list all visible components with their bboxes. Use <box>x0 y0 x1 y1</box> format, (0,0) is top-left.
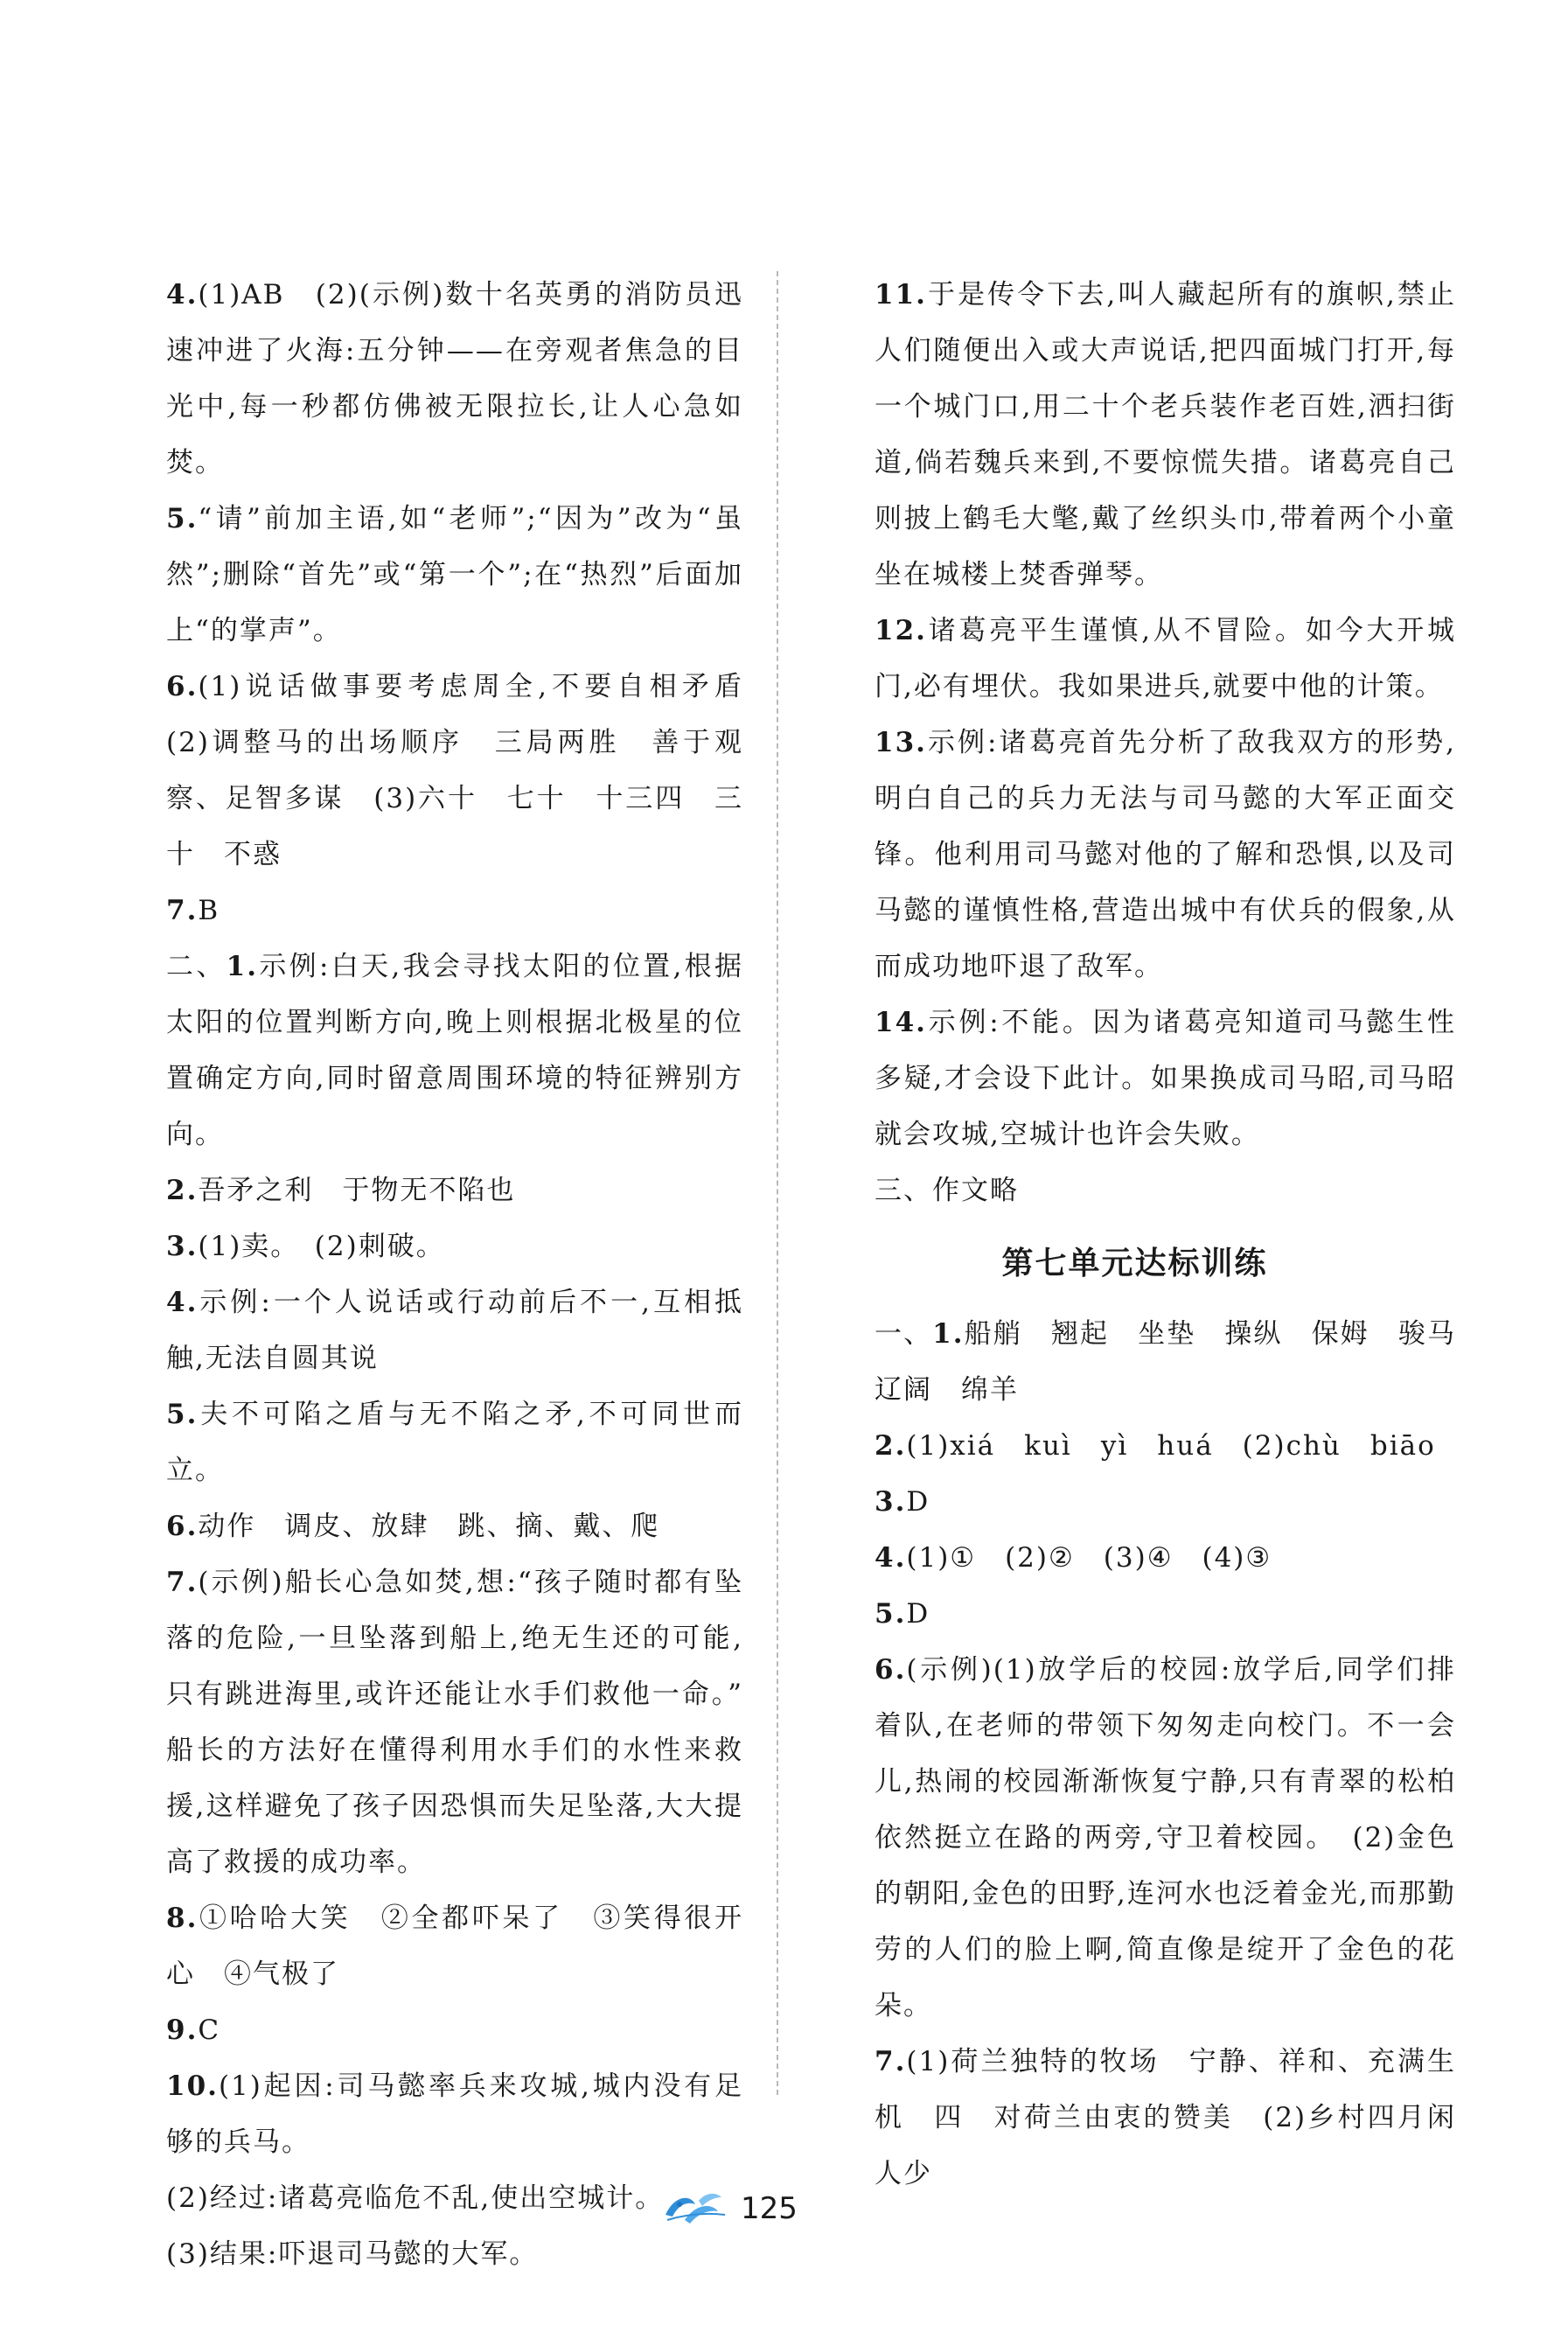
leaf-ornament-icon <box>660 2189 730 2229</box>
answer-7: 7.B <box>166 895 220 926</box>
page-number: 125 <box>741 2191 798 2226</box>
unit7-answer-3: 3.D <box>875 1486 930 1518</box>
unit7-answer-7: 7.(1)荷兰独特的牧场 宁静、祥和、充满生机 四 对荷兰由衷的赞美 (2)乡村四月闲人少 <box>875 2046 1456 2189</box>
unit7-answer-1: 一、1.船艄 翘起 坐垫 操纵 保姆 骏马 辽阔 绵羊 <box>875 1318 1485 1406</box>
section-2-answer-6: 6.动作 调皮、放肆 跳、摘、戴、爬 <box>166 1511 660 1542</box>
section-2-answer-13: 13.示例:诸葛亮首先分析了敌我双方的形势,明白自己的兵力无法与司马懿的大军正面交锋。他利用司马懿对他的了解和恐惧,以及司马懿的谨慎性格,营造出城中有伏兵的假象,从而成功地吓退了敌军。 <box>875 727 1456 982</box>
column-divider <box>777 271 778 2095</box>
section-2-answer-12: 12.诸葛亮平生谨慎,从不冒险。如今大开城门,必有埋伏。我如果进兵,就要中他的计策。 <box>875 615 1456 702</box>
section-2-answer-7: 7.(示例)船长心急如焚,想:“孩子随时都有坠落的危险,一旦坠落到船上,绝无生还的可能,只有跳进海里,或许还能让水手们救他一命。” 船长的方法好在懂得利用水手们的水性来救援,这样避免了孩子因恐惧而失足坠落,大大提高了救援的成功率。 <box>166 1567 772 1878</box>
section-2-answer-2: 2.吾矛之利 于物无不陷也 <box>166 1175 516 1206</box>
section-3-answer: 三、作文略 <box>875 1175 1019 1206</box>
unit7-answer-4: 4.(1)① (2)② (3)④ (4)③ <box>875 1542 1272 1574</box>
section-2-answer-14: 14.示例:不能。因为诸葛亮知道司马懿生性多疑,才会设下此计。如果换成司马昭,司马昭就会攻城,空城计也许会失败。 <box>875 1007 1456 1150</box>
answer-10-part-3: (3)结果:吓退司马懿的大军。 <box>166 2238 539 2270</box>
section-2-answer-11: 11.于是传令下去,叫人藏起所有的旗帜,禁止人们随便出入或大声说话,把四面城门打开,每一个城门口,用二十个老兵装作老百姓,洒扫街道,倘若魏兵来到,不要惊慌失措。诸葛亮自己则披上鹤毛大氅,戴了丝织头巾,带着两个小童坐在城楼上焚香弹琴。 <box>875 279 1456 590</box>
section-2-answer-5: 5.夫不可陷之盾与无不陷之矛,不可同世而立。 <box>166 1399 743 1486</box>
answer-10-part-2: (2)经过:诸葛亮临危不乱,使出空城计。 <box>166 2182 665 2214</box>
answer-6: 6.(1)说话做事要考虑周全,不要自相矛盾 (2)调整马的出场顺序 三局两胜 善于观察、足智多谋 (3)六十 七十 十三四 三十 不惑 <box>166 671 772 870</box>
answer-5: 5.“请”前加主语,如“老师”;“因为”改为“虽然”;删除“首先”或“第一个”;在“热烈”后面加上“的掌声”。 <box>166 503 743 646</box>
unit7-answer-6: 6.(示例)(1)放学后的校园:放学后,同学们排着队,在老师的带领下匆匆走向校门。不一会儿,热闹的校园渐渐恢复宁静,只有青翠的松柏依然挺立在路的两旁,守卫着校园。 (2)金色的朝阳,金色的田野,连河水也泛着金光,而那勤劳的人们的脸上啊,简直像是绽开了金色的花朵。 <box>875 1654 1456 2021</box>
section-2-answer-4: 4.示例:一个人说话或行动前后不一,互相抵触,无法自圆其说 <box>166 1287 743 1374</box>
section-2-answer-10: 10.(1)起因:司马懿率兵来攻城,城内没有足够的兵马。 <box>166 2070 743 2158</box>
answer-4: 4.(1)AB (2)(示例)数十名英勇的消防员迅速冲进了火海:五分钟——在旁观者焦急的目光中,每一秒都仿佛被无限拉长,让人心急如焚。 <box>166 279 743 478</box>
unit7-answer-2: 2.(1)xiá kuì yì huá (2)chù biāo <box>875 1430 1436 1462</box>
section-2-answer-1: 二、1.示例:白天,我会寻找太阳的位置,根据太阳的位置判断方向,晚上则根据北极星的位置确定方向,同时留意周围环境的特征辨别方向。 <box>166 951 744 1150</box>
page-footer <box>660 2185 798 2232</box>
right-column <box>813 267 1485 2202</box>
section-title: 第七单元达标训练 <box>1001 1246 1268 1281</box>
section-2-answer-8: 8.①哈哈大笑 ②全都吓呆了 ③笑得很开心 ④气极了 <box>166 1903 743 1990</box>
section-2-answer-9: 9.C <box>166 2014 221 2046</box>
section-2-answer-3: 3.(1)卖。 (2)刺破。 <box>166 1231 445 1262</box>
unit7-answer-5: 5.D <box>875 1598 930 1630</box>
